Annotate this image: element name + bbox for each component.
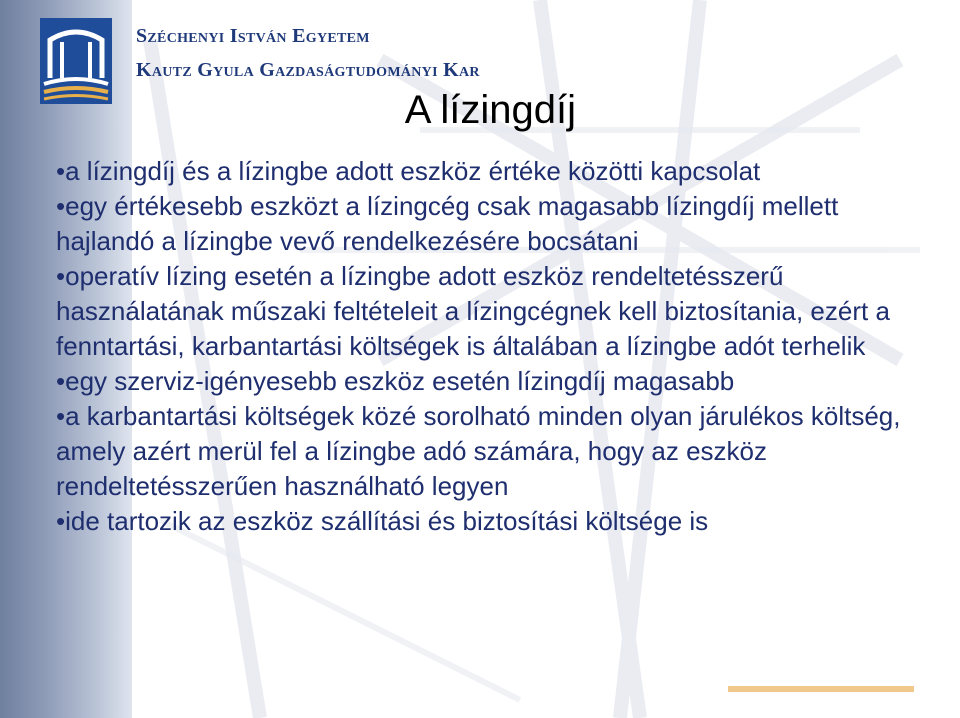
bullet-item: •operatív lízing esetén a lízingbe adott eszköz rendeltetésszerű használatának műszaki feltételeit a lízingcégnek kell biztosítania, ezért a fenntartási, karbantartási költségek is általában a lízingbe adót terhelik	[56, 261, 890, 361]
bullet-dot-icon: •	[56, 401, 66, 431]
footer-accent-bar	[728, 686, 914, 692]
bullet-item: •egy szerviz-igényesebb eszköz esetén lízingdíj magasabb	[56, 366, 735, 396]
bullet-dot-icon: •	[56, 366, 66, 396]
bullet-dot-icon: •	[56, 156, 66, 186]
bullet-item: •ide tartozik az eszköz szállítási és biztosítási költsége is	[56, 506, 709, 536]
bullet-dot-icon: •	[56, 191, 66, 221]
bullet-item: •a karbantartási költségek közé sorolható minden olyan járulékos költség, amely azért merül fel a lízingbe adó számára, hogy az eszköz rendeltetésszerűen használható legyen	[56, 401, 901, 501]
bullet-dot-icon: •	[56, 261, 66, 291]
university-name: Széchenyi István Egyetem	[136, 25, 370, 47]
slide-title: A lízingdíj	[404, 88, 576, 132]
university-logo	[40, 18, 112, 104]
faculty-name: Kautz Gyula Gazdaságtudományi Kar	[136, 59, 480, 81]
bullet-list	[56, 154, 936, 539]
bullet-item: •a lízingdíj és a lízingbe adott eszköz értéke közötti kapcsolat	[56, 156, 761, 186]
bullet-item: •egy értékesebb eszközt a lízingcég csak magasabb lízingdíj mellett hajlandó a lízingbe vevő rendelkezésére bocsátani	[56, 191, 839, 256]
bullet-dot-icon: •	[56, 506, 66, 536]
